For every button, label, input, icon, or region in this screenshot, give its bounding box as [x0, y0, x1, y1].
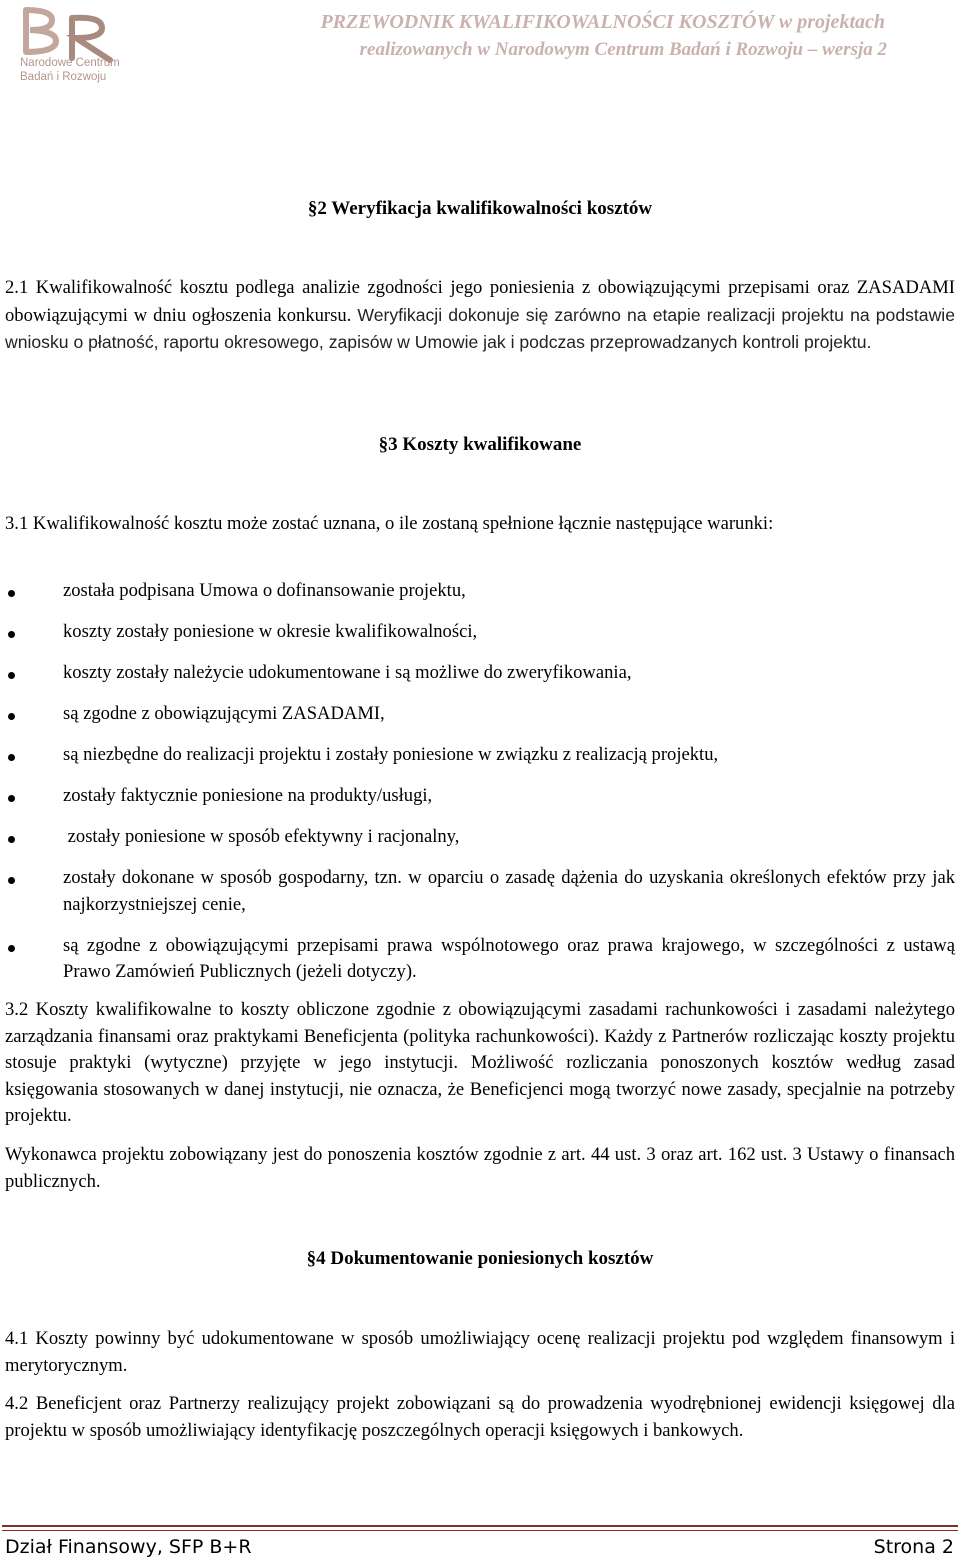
list-item: została podpisana Umowa o dofinansowanie projektu, — [5, 578, 955, 605]
logo-caption — [20, 56, 120, 84]
section-4-heading: §4 Dokumentowanie poniesionych kosztów — [306, 1248, 654, 1269]
bullet-icon — [8, 795, 15, 802]
paragraph-3-3: Wykonawca projektu zobowiązany jest do ponoszenia kosztów zgodnie z art. 44 ust. 3 oraz art. 162 ust. 3 Ustawy o finansach publicznych. — [5, 1144, 955, 1192]
list-item: koszty zostały poniesione w okresie kwalifikowalności, — [5, 619, 955, 646]
header-title-line2: realizowanych w Narodowym Centrum Badań i Rozwoju – wersja 2 — [359, 39, 887, 60]
header-title-line1: PRZEWODNIK KWALIFIKOWALNOŚCI KOSZTÓW w projektach — [320, 11, 885, 33]
list-item: zostały poniesione w sposób efektywny i racjonalny, — [5, 824, 955, 851]
requirements-list — [5, 578, 955, 986]
paragraph-2-1-sans: Weryfikacji dokonuje się zarówno na etapie realizacji projektu na podstawie wniosku o płatność, raportu okresowego, zapisów w Umowie jak i podczas przeprowadzanych kontroli projektu. — [5, 304, 955, 352]
bullet-icon — [8, 672, 15, 679]
footer-department: Dział Finansowy, SFP B+R — [5, 1536, 252, 1558]
section-2-heading: §2 Weryfikacja kwalifikowalności kosztów — [307, 198, 653, 219]
logo-caption-line2: Badań i Rozwoju — [20, 71, 107, 83]
document-header-title — [320, 8, 885, 64]
list-item: zostały faktycznie poniesione na produkty/usługi, — [5, 783, 955, 810]
bullet-icon — [8, 945, 15, 952]
list-item: koszty zostały należycie udokumentowane i są możliwe do zweryfikowania, — [5, 660, 955, 687]
footer-rule-thin — [2, 1530, 958, 1531]
bullet-icon — [8, 754, 15, 761]
bullet-icon — [8, 877, 15, 884]
paragraph-4-2: 4.2 Beneficjent oraz Partnerzy realizujący projekt zobowiązani są do prowadzenia wyodrębnionej ewidencji księgowej dla projektu w sposób umożliwiający identyfikację poszczególnych operacji księgowych i bankowych. — [5, 1393, 955, 1441]
section-3-heading: §3 Koszty kwalifikowane — [378, 434, 582, 455]
list-item: zostały dokonane w sposób gospodarny, tzn. w oparciu o zasadę dążenia do uzyskania określonych efektów przy jak najkorzystniejszej cenie, — [5, 865, 955, 918]
bullet-icon — [8, 713, 15, 720]
list-item: są zgodne z obowiązującymi przepisami prawa wspólnotowego oraz prawa krajowego, w szczególności z ustawą Prawo Zamówień Publicznych (jeżeli dotyczy). — [5, 933, 955, 986]
list-item: są zgodne z obowiązującymi ZASADAMI, — [5, 701, 955, 728]
paragraph-2-1-serif: 2.1 Kwalifikowalność kosztu podlega analizie zgodności jego poniesienia z obowiązującymi przepisami oraz ZASADAMI obowiązującymi w dniu ogłoszenia konkursu. — [5, 277, 955, 326]
list-item: są niezbędne do realizacji projektu i zostały poniesione w związku z realizacją projektu, — [5, 742, 955, 769]
footer-rule-thick — [2, 1525, 958, 1527]
ncbr-logo — [6, 4, 156, 96]
ncbr-logo-mark — [6, 4, 156, 64]
paragraph-3-1: 3.1 Kwalifikowalność kosztu może zostać uznana, o ile zostaną spełnione łącznie następujące warunki: — [5, 513, 774, 534]
paragraph-2-1 — [5, 275, 955, 357]
bullet-icon — [8, 836, 15, 843]
paragraph-3-2: 3.2 Koszty kwalifikowalne to koszty obliczone zgodnie z obowiązującymi zasadami rachunkowości i zasadami należytego zarządzania finansami oraz praktykami Beneficjenta (polityka rachunkowości). Każdy z Partnerów rozliczając koszty projektu stosuje praktyki (wytyczne) przyjęte w jego instytucji. Możliwość rozliczania ponoszonych kosztów według zasad księgowania stosowanych w danej instytucji, nie oznacza, że Beneficjenci mogą tworzyć nowe zasady, specjalnie na potrzeby projektu. — [5, 999, 955, 1126]
logo-caption-line1: Narodowe Centrum — [20, 57, 120, 69]
paragraph-4-1: 4.1 Koszty powinny być udokumentowane w sposób umożliwiający ocenę realizacji projektu pod względem finansowym i merytorycznym. — [5, 1328, 955, 1376]
bullet-icon — [8, 631, 15, 638]
bullet-icon — [8, 590, 15, 597]
footer-page-number: Strona 2 — [873, 1536, 954, 1558]
